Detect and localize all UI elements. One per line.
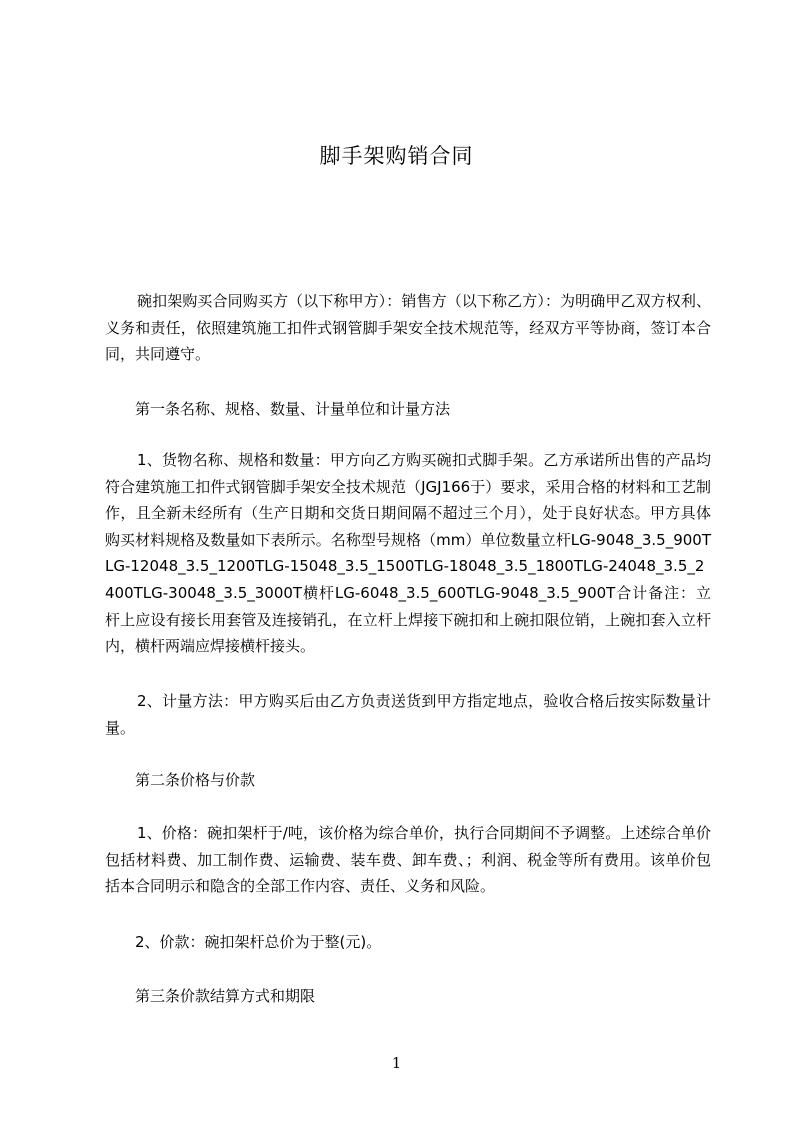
article-1-item-1: 1、货物名称、规格和数量：甲方向乙方购买碗扣式脚手架。乙方承诺所出售的产品均符合建筑施工扣件式钢管脚手架安全技术规范（JGJ166于）要求，采用合格的材料和工艺制作，且全新未经所有（生产日期和交货日期间隔不超过三个月），处于良好状态。甲方具体购买材料规格及数量如下表所示。名称型号规格（mm）单位数量立杆LG-9048_3.5_900TLG-12048_3.5_1200TLG-15048_3.5_1500TLG-18048_3.5_1800TLG-24048_3.5_2400TLG-30048_3.5_3000T横杆LG-6048_3.5_600TLG-9048_3.5_900T合计备注：立杆上应设有接长用套管及连接销孔，在立杆上焊接下碗扣和上碗扣限位销，上碗扣套入立杆内，横杆两端应焊接横杆接头。 [105,451,711,656]
document-title: 脚手架购销合同 [319,144,474,168]
article-2-item-1: 1、价格：碗扣架杆于/吨，该价格为综合单价，执行合同期间不予调整。上述综合单价包括材料费、加工制作费、运输费、装车费、卸车费、；利润、税金等所有费用。该单价包括本合同明示和隐含的全部工作内容、责任、义务和风险。 [105,824,711,896]
article-1-item-2: 2、计量方法：甲方购买后由乙方负责送货到甲方指定地点，验收合格后按实际数量计量。 [105,692,711,737]
article-1-heading: 第一条名称、规格、数量、计量单位和计量方法 [135,400,451,418]
article-2-item-2: 2、价款：碗扣架杆总价为于整(元)。 [135,933,382,951]
page-number: 1 [391,1054,402,1072]
intro-paragraph: 碗扣架购买合同购买方（以下称甲方）：销售方（以下称乙方）：为明确甲乙双方权利、义务和责任，依照建筑施工扣件式钢管脚手架安全技术规范等，经双方平等协商，签订本合同，共同遵守。 [105,292,711,364]
article-2-heading: 第二条价格与价款 [135,771,256,789]
article-3-heading: 第三条价款结算方式和期限 [135,987,316,1005]
